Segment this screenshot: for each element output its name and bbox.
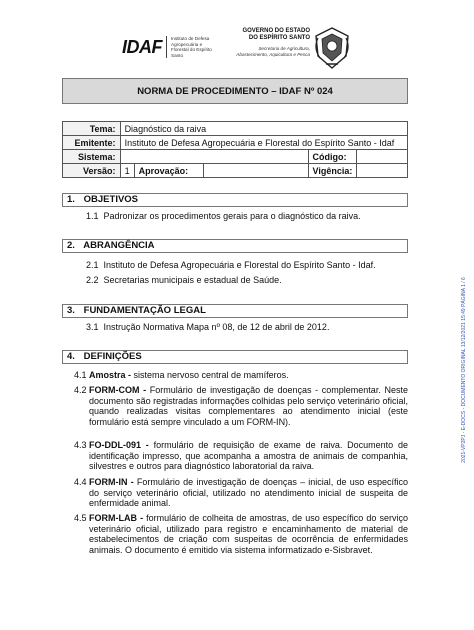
codigo-value — [357, 150, 408, 164]
emitente-value: Instituto de Defesa Agropecuária e Florestal do Espírito Santo - Idaf — [120, 136, 407, 150]
list-item — [86, 211, 408, 222]
info-row-emitente — [63, 136, 408, 150]
emitente-label: Emitente: — [63, 136, 121, 150]
item-text: Secretarias municipais e estadual de Saúde. — [103, 275, 282, 285]
section-heading-objetivos — [62, 193, 408, 207]
sistema-label: Sistema: — [63, 150, 121, 164]
definition-text: sistema nervoso central de mamíferos. — [131, 370, 289, 380]
definition-item — [74, 370, 408, 381]
definition-item — [74, 385, 408, 427]
item-number: 1.1 — [86, 211, 99, 221]
definition-number: 4.4 — [74, 477, 87, 487]
gov-subtitle: Secretaria de Agricultura, Abastecimento, Aquicultura e Pesca — [236, 46, 310, 57]
definition-text: Formulário de investigação de doenças – inicial, de uso específico do serviço veterinário oficial, utilizado no atendimento inicial de suspeita de enfermidade animal. — [89, 477, 408, 508]
government-logo-text — [230, 28, 310, 57]
definition-number: 4.2 — [74, 385, 87, 395]
definition-number: 4.5 — [74, 513, 87, 523]
section-number: 1. — [67, 194, 75, 205]
document-title: NORMA DE PROCEDIMENTO – IDAF Nº 024 — [62, 78, 408, 104]
definition-item — [74, 477, 408, 509]
section-title: DEFINIÇÕES — [83, 351, 142, 362]
item-text: Padronizar os procedimentos gerais para o diagnóstico da raiva. — [103, 211, 361, 221]
vigencia-label: Vigência: — [308, 164, 357, 178]
item-text: Instrução Normativa Mapa nº 08, de 12 de abril de 2012. — [103, 322, 330, 332]
list-item — [86, 260, 408, 271]
sistema-value — [120, 150, 308, 164]
definition-term: FORM-LAB - — [89, 513, 144, 523]
info-row-versao — [63, 164, 408, 178]
info-row-sistema — [63, 150, 408, 164]
idaf-logo-mark: IDAF — [122, 36, 162, 57]
document-header — [122, 22, 352, 76]
document-stamp-text: 2021-VP2PJ - E-DOCS - DOCUMENTO ORIGINAL 13/12/2021 15:49 PÁGINA 1 / 6 — [461, 277, 467, 463]
aprovacao-value — [203, 164, 308, 178]
tema-value: Diagnóstico da raiva — [120, 122, 407, 136]
tema-label: Tema: — [63, 122, 121, 136]
definition-text: formulário de colheita de amostras, de uso específico do serviço veterinário oficial, utilizado para registro e encaminhamento de material de estabelecimentos de criação com suspeitas de ocorrência de enfermidades animais. O documento é emitido via sistema informatizado e-Sisbravet. — [89, 513, 408, 555]
info-table — [62, 121, 408, 178]
section-heading-definicoes — [62, 350, 408, 364]
document-stamp-sidebar — [459, 160, 469, 580]
state-coat-of-arms-icon — [312, 26, 352, 70]
section-title: ABRANGÊNCIA — [83, 240, 155, 251]
definition-term: FO-DDL-091 - — [89, 440, 149, 450]
definition-number: 4.1 — [74, 370, 87, 380]
definition-item — [74, 440, 408, 472]
definition-text: formulário de requisição de exame de raiva. Documento de identificação impresso, que acompanha a amostra de animais de companhia, silvestres e outros para diagnóstico laboratorial da raiva. — [89, 440, 408, 471]
definition-term: FORM-COM - — [89, 385, 147, 395]
idaf-logo — [122, 36, 219, 58]
logo-divider — [166, 36, 167, 58]
definition-text: Formulário de investigação de doenças - complementar. Neste documento são registradas informações colhidas pelo serviço veterinário oficial, quando realizadas visitas complementares ao atendimento inicial (este formulário está sempre vinculado a um FORM-IN). — [89, 385, 408, 427]
list-item — [86, 322, 408, 333]
definition-item — [74, 513, 408, 555]
versao-label: Versão: — [63, 164, 121, 178]
idaf-logo-name: Instituto de Defesa Agropecuária e Florestal do Espírito Santo — [171, 36, 212, 58]
item-number: 2.1 — [86, 260, 99, 270]
gov-line2: DO ESPÍRITO SANTO — [248, 35, 310, 41]
item-text: Instituto de Defesa Agropecuária e Florestal do Espírito Santo - Idaf. — [103, 260, 376, 270]
definition-term: FORM-IN - — [89, 477, 134, 487]
definition-number: 4.3 — [74, 440, 87, 450]
item-number: 2.2 — [86, 275, 99, 285]
info-row-tema — [63, 122, 408, 136]
aprovacao-label: Aprovação: — [134, 164, 203, 178]
section-number: 2. — [67, 240, 75, 251]
gov-line1: GOVERNO DO ESTADO — [242, 28, 310, 34]
section-title: FUNDAMENTAÇÃO LEGAL — [83, 305, 206, 316]
section-title: OBJETIVOS — [83, 194, 139, 205]
section-heading-fundamentacao — [62, 304, 408, 318]
list-item — [86, 275, 408, 286]
item-number: 3.1 — [86, 322, 99, 332]
definition-term: Amostra - — [89, 370, 132, 380]
versao-value: 1 — [120, 164, 134, 178]
codigo-label: Código: — [308, 150, 357, 164]
section-number: 4. — [67, 351, 75, 362]
section-number: 3. — [67, 305, 75, 316]
vigencia-value — [357, 164, 408, 178]
section-heading-abrangencia — [62, 239, 408, 253]
